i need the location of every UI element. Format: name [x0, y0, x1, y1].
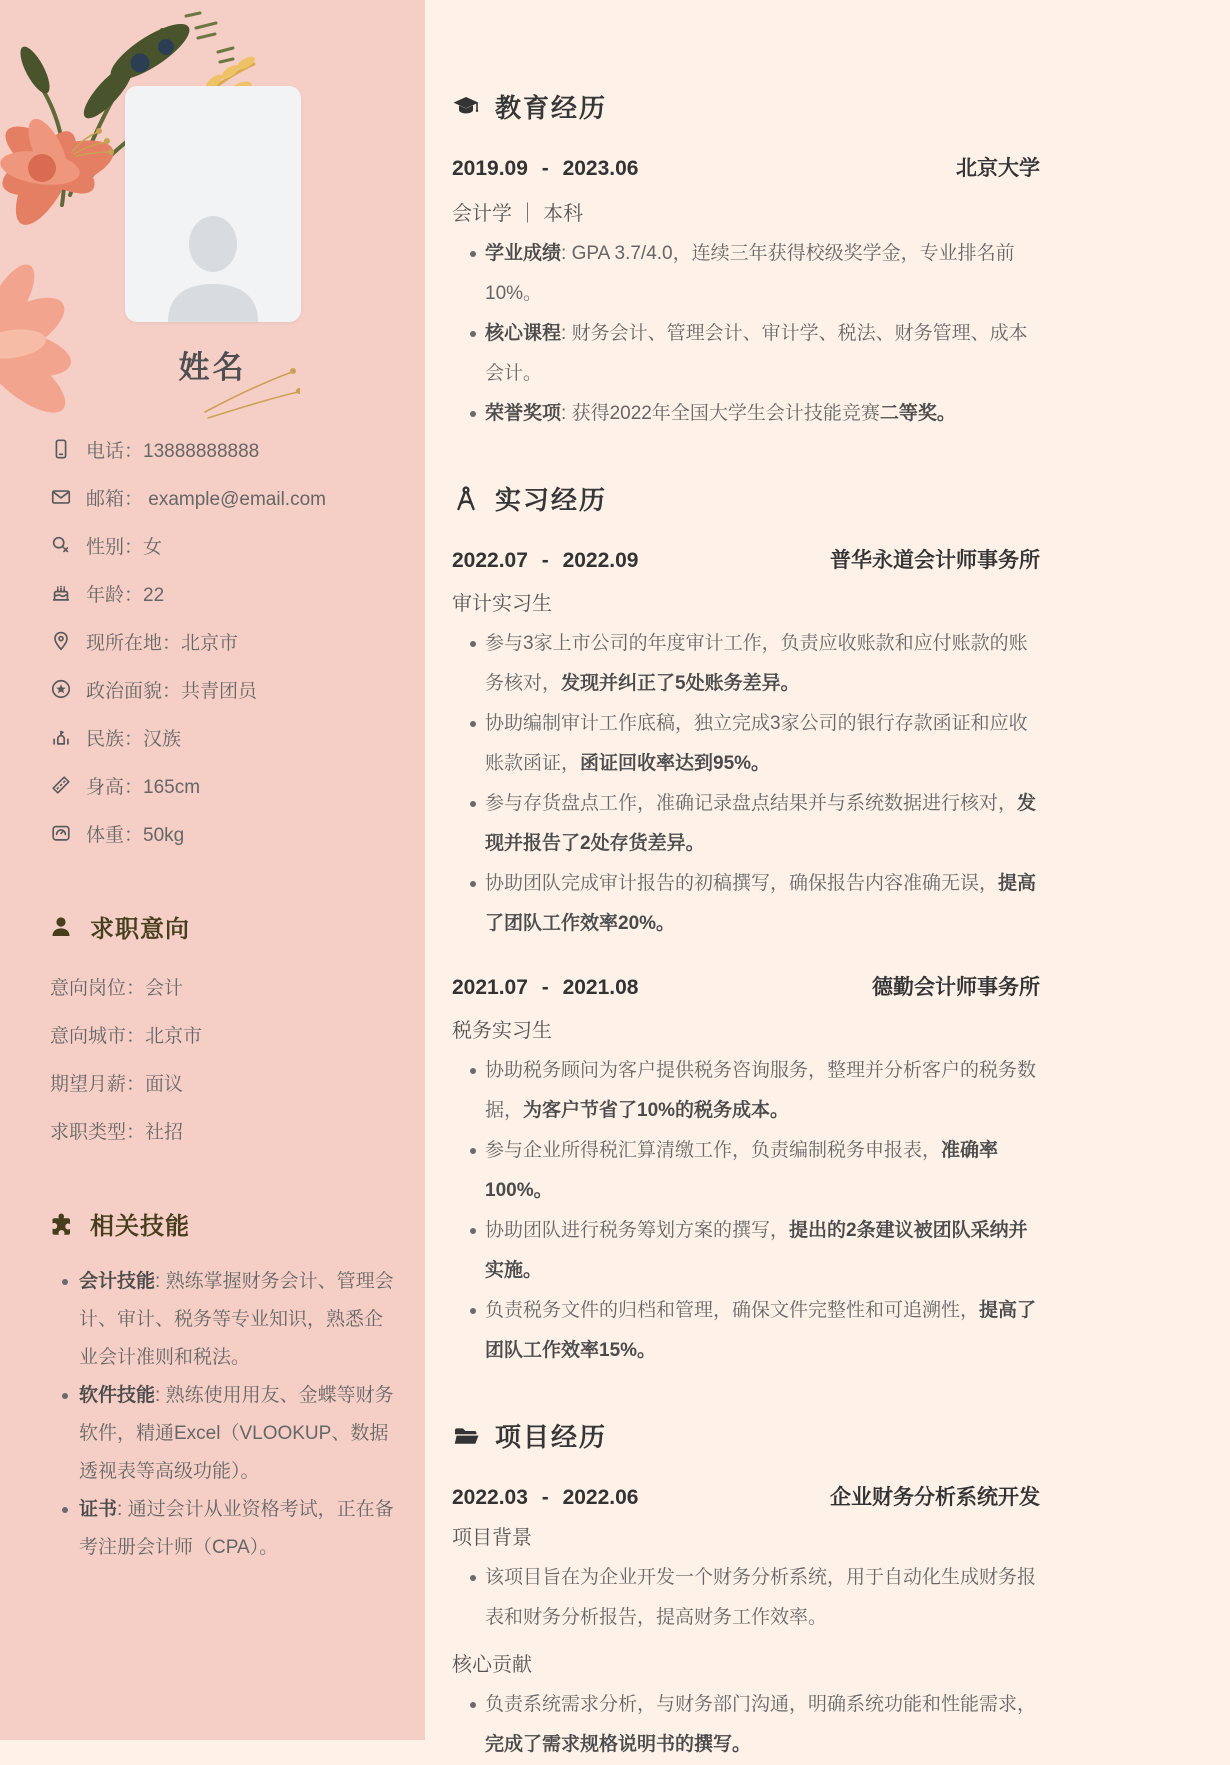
project-header	[452, 1417, 1040, 1454]
internship-entry	[452, 544, 1040, 944]
entry-role: 审计实习生	[452, 593, 552, 615]
entry-head	[452, 1481, 1040, 1511]
skills-header	[0, 1206, 425, 1241]
contact-row-height	[48, 761, 415, 809]
contact-row-political-status	[48, 665, 415, 713]
bullet-item: 协助税务顾问为客户提供税务咨询服务，整理并分析客户的税务数据，为客户节省了10%的税务成本。	[470, 1051, 1040, 1131]
location-pin-icon	[48, 628, 74, 654]
contact-row-age	[48, 569, 415, 617]
candidate-name: 姓名	[178, 350, 247, 385]
contact-text: 身高：165cm	[86, 776, 201, 798]
entry-bullets	[452, 624, 1040, 944]
entry-role: 税务实习生	[452, 1020, 552, 1042]
puzzle-icon	[48, 1211, 74, 1237]
bullet-item: 参与企业所得税汇算清缴工作，负责编制税务申报表，准确率100%。	[470, 1131, 1040, 1211]
bullet-item: 参与3家上市公司的年度审计工作，负责应收账款和应付账款的账务核对，发现并纠正了5处账务差异。	[470, 624, 1040, 704]
contact-text: 性别：女	[86, 536, 163, 558]
contact-text: 现所在地：北京市	[86, 632, 239, 654]
entry-school: 北京大学	[956, 157, 1040, 180]
project-background-label: 项目背景	[452, 1527, 532, 1549]
entry-bullets	[452, 1051, 1040, 1371]
bullet-item: 参与存货盘点工作，准确记录盘点结果并与系统数据进行核对，发现并报告了2处存货差异。	[470, 784, 1040, 864]
internship-section	[452, 480, 1040, 1371]
entry-company: 普华永道会计师事务所	[830, 549, 1040, 572]
envelope-icon	[48, 484, 74, 510]
job-intent-header	[0, 909, 425, 944]
entry-company: 德勤会计师事务所	[872, 976, 1040, 999]
photo-placeholder	[125, 86, 301, 322]
intent-item: 期望月薪：面议	[50, 1073, 184, 1095]
birthday-cake-icon	[48, 580, 74, 606]
skills-list	[62, 1263, 397, 1567]
contact-text: 民族：汉族	[86, 728, 182, 750]
internship-title: 实习经历	[495, 485, 608, 515]
skills-title: 相关技能	[90, 1213, 190, 1240]
entry-dates: 2022.03 - 2022.06	[452, 1486, 639, 1509]
project-entry	[452, 1481, 1040, 1765]
contact-row-phone	[48, 425, 415, 473]
gender-icon	[48, 532, 74, 558]
entry-bullets	[452, 1685, 1040, 1765]
person-icon	[48, 914, 74, 940]
contact-text: 邮箱： example@email.com	[86, 488, 326, 510]
bullet-item: 核心课程: 财务会计、管理会计、审计学、税法、财务管理、成本会计。	[470, 314, 1040, 394]
internship-entry	[452, 971, 1040, 1371]
education-section	[452, 88, 1040, 434]
entry-dates: 2022.07 - 2022.09	[452, 549, 639, 572]
compass-icon	[452, 485, 480, 513]
contact-row-ethnicity	[48, 713, 415, 761]
entry-head	[452, 971, 1040, 1001]
resume-main	[425, 0, 1230, 1755]
contact-row-email	[48, 473, 415, 521]
bullet-item: 协助编制审计工作底稿，独立完成3家公司的银行存款函证和应收账款函证，函证回收率达到95%。	[470, 704, 1040, 784]
entry-dates: 2019.09 - 2023.06	[452, 157, 639, 180]
person-silhouette-icon	[150, 210, 276, 322]
contact-row-weight	[48, 809, 415, 857]
entry-project-name: 企业财务分析系统开发	[830, 1486, 1040, 1509]
skills-section	[0, 1206, 425, 1567]
entry-bullets	[452, 1558, 1040, 1638]
open-folder-icon	[452, 1422, 480, 1450]
contact-text: 政治面貌：共青团员	[86, 680, 258, 702]
weight-scale-icon	[48, 820, 74, 846]
education-entry	[452, 152, 1040, 434]
job-intent-section	[0, 909, 425, 1154]
skill-item: 会计技能: 熟练掌握财务会计、管理会计、审计、税务等专业知识，熟悉企业会计准则和税法。	[62, 1263, 397, 1377]
contact-text: 体重：50kg	[86, 824, 185, 846]
project-section	[452, 1417, 1040, 1765]
education-title: 教育经历	[495, 93, 608, 123]
bullet-item: 负责系统需求分析，与财务部门沟通，明确系统功能和性能需求，完成了需求规格说明书的撰写。	[470, 1685, 1040, 1765]
bullet-item: 协助团队进行税务筹划方案的撰写，提出的2条建议被团队采纳并实施。	[470, 1211, 1040, 1291]
intent-item: 意向城市：北京市	[50, 1025, 203, 1047]
bullet-item: 该项目旨在为企业开发一个财务分析系统，用于自动化生成财务报表和财务分析报告，提高财务工作效率。	[470, 1558, 1040, 1638]
bullet-item: 负责税务文件的归档和管理，确保文件完整性和可追溯性，提高了团队工作效率15%。	[470, 1291, 1040, 1371]
entry-head	[452, 544, 1040, 574]
bullet-item: 荣誉奖项: 获得2022年全国大学生会计技能竞赛二等奖。	[470, 394, 1040, 434]
intent-item: 意向岗位：会计	[50, 977, 184, 999]
monument-icon	[48, 724, 74, 750]
entry-dates: 2021.07 - 2021.08	[452, 976, 639, 999]
intent-item: 求职类型：社招	[50, 1121, 184, 1143]
job-intent-title: 求职意向	[90, 916, 190, 943]
entry-head	[452, 152, 1040, 182]
entry-major-degree: 会计学 ｜ 本科	[452, 203, 584, 225]
job-intent-list	[0, 962, 425, 1154]
graduation-cap-icon	[452, 93, 480, 121]
star-circle-icon	[48, 676, 74, 702]
mobile-phone-icon	[48, 436, 74, 462]
contact-row-location	[48, 617, 415, 665]
skill-item: 软件技能: 熟练使用用友、金蝶等财务软件，精通Excel（VLOOKUP、数据透视表等高级功能）。	[62, 1377, 397, 1491]
skill-item: 证书: 通过会计从业资格考试，正在备考注册会计师（CPA）。	[62, 1491, 397, 1567]
ruler-icon	[48, 772, 74, 798]
contact-row-gender	[48, 521, 415, 569]
education-header	[452, 88, 1040, 125]
entry-bullets	[452, 234, 1040, 434]
bullet-item: 协助团队完成审计报告的初稿撰写，确保报告内容准确无误，提高了团队工作效率20%。	[470, 864, 1040, 944]
contact-list	[0, 425, 425, 857]
project-contribution-label: 核心贡献	[452, 1654, 532, 1676]
project-title: 项目经历	[495, 1422, 608, 1452]
internship-header	[452, 480, 1040, 517]
bullet-item: 学业成绩: GPA 3.7/4.0，连续三年获得校级奖学金，专业排名前10%。	[470, 234, 1040, 314]
contact-text: 电话：13888888888	[86, 440, 260, 462]
sidebar	[0, 0, 425, 1740]
contact-text: 年龄：22	[86, 584, 165, 606]
